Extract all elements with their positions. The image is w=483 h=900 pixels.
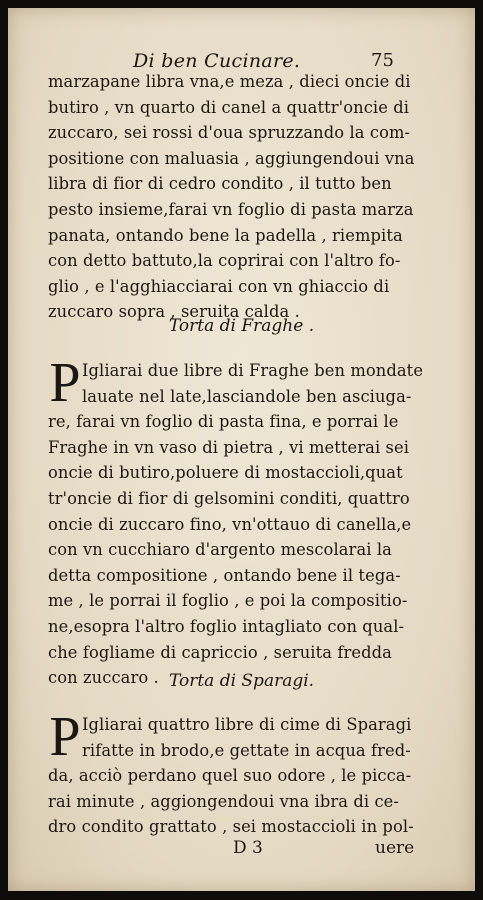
catchword: uere	[375, 838, 415, 858]
text-line: che fogliame di capriccio , seruita fredda	[48, 642, 392, 662]
text-line: oncie di zuccaro fino, vn'ottauo di canella,e	[48, 514, 412, 534]
text-line: rifatte in brodo,e gettate in acqua fred-	[82, 740, 411, 760]
recipe-body-fraghe	[48, 352, 448, 691]
text-line: butiro , vn quarto di canel a quattr'oncie di	[48, 97, 410, 117]
text-line: lauate nel late,lasciandole ben asciuga-	[82, 386, 412, 406]
text-line: panata, ontando bene la padella , riempita	[48, 225, 403, 245]
text-line: glio , e l'agghiacciarai con vn ghiaccio di	[48, 276, 390, 296]
text-line: Fraghe in vn vaso di pietra , vi metterai sei	[48, 437, 410, 457]
text-line: zuccaro, sei rossi d'oua spruzzando la com-	[48, 123, 411, 143]
text-line: tr'oncie di fior di gelsomini conditi, quattro	[48, 488, 410, 508]
book-page	[8, 8, 475, 891]
text-line: ne,esopra l'altro foglio intagliato con qual-	[48, 616, 405, 636]
recipe-title-sparagi: Torta di Sparagi.	[168, 671, 315, 691]
text-line: pesto insieme,farai vn foglio di pasta marza	[48, 199, 414, 219]
drop-cap: P	[49, 706, 81, 768]
text-line: libra di fior di cedro condito , il tutto ben	[48, 174, 392, 194]
text-line: rai minute , aggiongendoui vna ibra di ce-	[48, 791, 399, 811]
text-line: oncie di butiro,poluere di mostaccioli,quat	[48, 463, 403, 483]
page-number: 75	[371, 50, 394, 71]
text-line: dro condito grattato , sei mostaccioli in pol-	[48, 817, 414, 837]
text-line: re, farai vn foglio di pasta fina, e porrai le	[48, 412, 399, 432]
text-line: detta compositione , ontando bene il tega-	[48, 565, 401, 585]
text-line: Igliarai due libre di Fraghe ben mondate	[82, 361, 424, 380]
running-head: Di ben Cucinare.	[133, 50, 301, 72]
text-line: zuccaro sopra , seruita calda .	[48, 302, 300, 322]
text-line: con vn cucchiaro d'argento mescolarai la	[48, 540, 392, 560]
text-line: marzapane libra vna,e meza , dieci oncie di	[48, 72, 411, 91]
signature-mark: D 3	[233, 838, 263, 858]
continued-paragraph	[48, 69, 448, 325]
text-line: me , le porrai il foglio , e poi la compositio-	[48, 591, 408, 611]
text-line: con detto battuto,la coprirai con l'altro fo-	[48, 251, 401, 271]
text-line: da, acciò perdano quel suo odore , le picca-	[48, 766, 412, 786]
recipe-title-fraghe: Torta di Fraghe .	[168, 316, 315, 336]
text-line: Igliarai quattro libre di cime di Sparagi	[82, 715, 412, 734]
recipe-body-sparagi	[48, 706, 448, 840]
drop-cap: P	[49, 352, 81, 414]
text-line: positione con maluasia , aggiungendoui vna	[48, 148, 415, 168]
text-line: con zuccaro .	[48, 668, 159, 688]
